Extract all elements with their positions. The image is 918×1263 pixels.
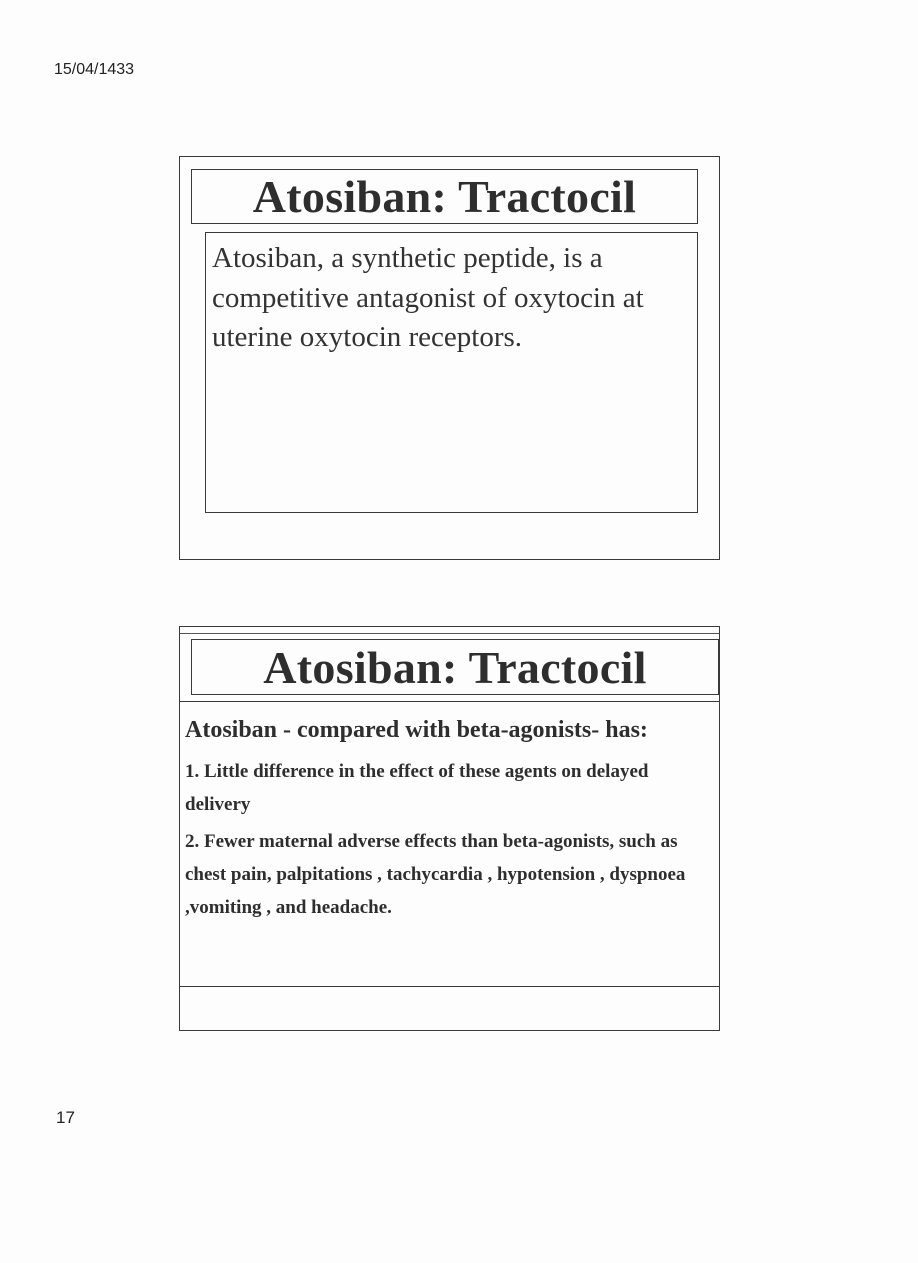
- slide-2-item-1: 1. Little difference in the effect of these agents on delayed delivery: [185, 761, 649, 815]
- slide-2-lead: Atosiban - compared with beta-agonists- has:: [185, 717, 648, 743]
- slide-2-top-rule: [180, 633, 719, 634]
- slide-2-bottom-rule: [180, 986, 719, 987]
- page-date: 15/04/1433: [54, 61, 135, 78]
- slide-1-body: Atosiban, a synthetic peptide, is a competitive antagonist of oxytocin at uterine oxytocin receptors.: [205, 232, 698, 513]
- slide-1-title: Atosiban: Tractocil: [191, 169, 698, 224]
- page-number: 17: [56, 1108, 75, 1127]
- slide-2-title-divider: [180, 701, 719, 702]
- slide-2-item-2: 2. Fewer maternal adverse effects than beta-agonists, such as chest pain, palpitations , tachycardia , hypotension , dyspnoea ,vomiting , and headache.: [185, 831, 686, 918]
- slide-2: [179, 626, 720, 1031]
- slide-2-title: Atosiban: Tractocil: [191, 639, 719, 695]
- slide-1: [179, 156, 720, 560]
- slide-2-body: [185, 709, 715, 924]
